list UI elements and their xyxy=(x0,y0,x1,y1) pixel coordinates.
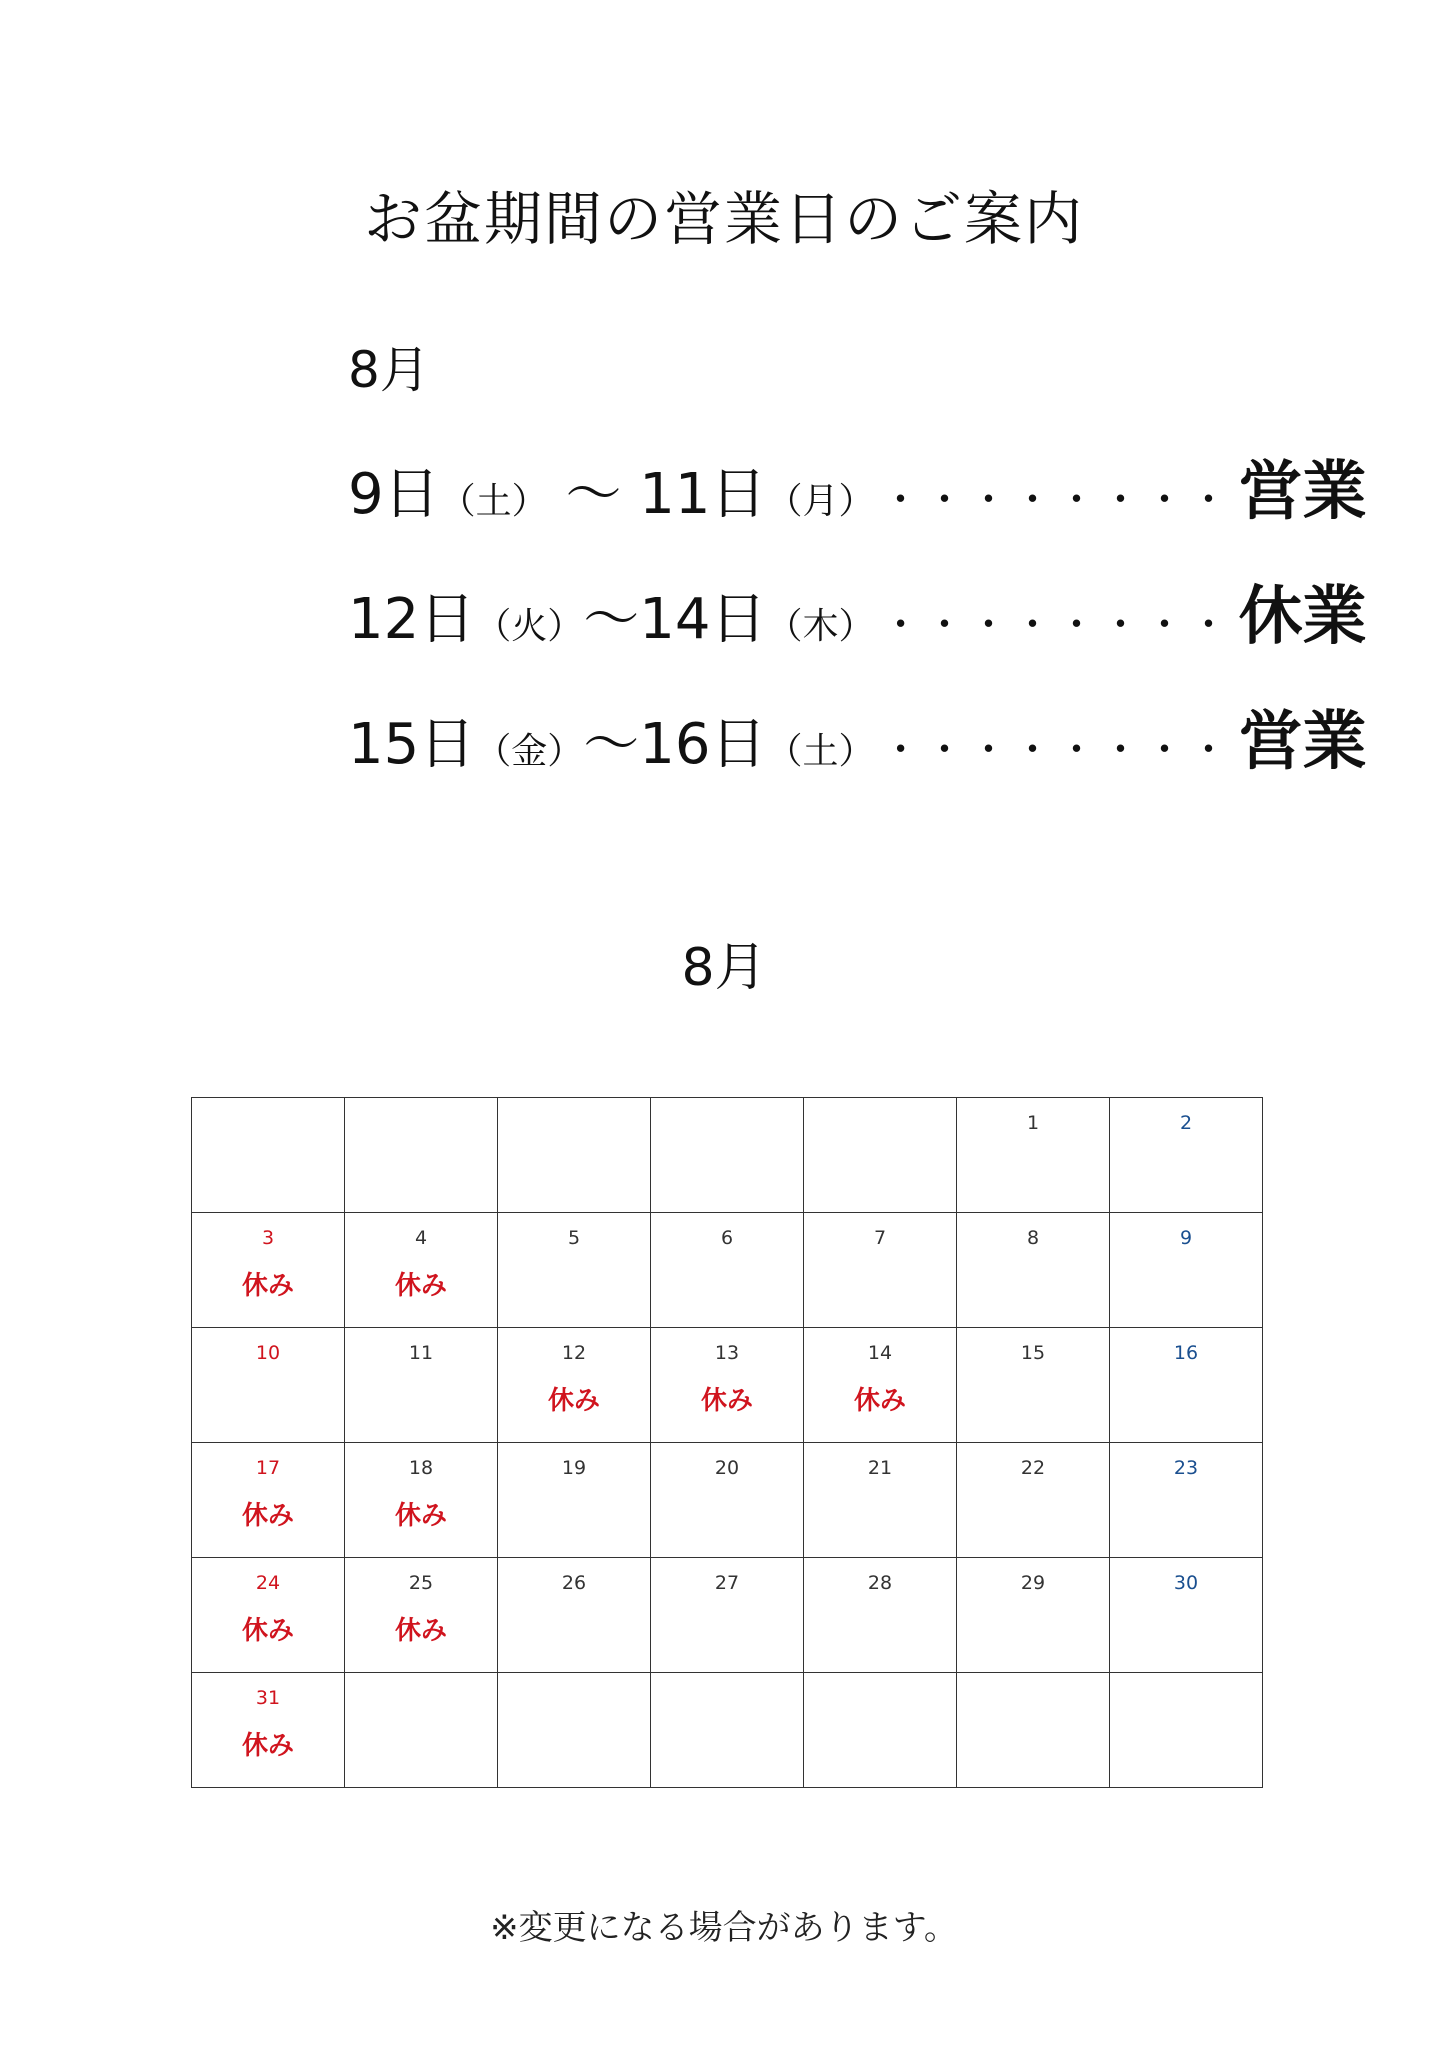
footnote: ※変更になる場合があります。 xyxy=(490,1908,958,1948)
day-number: 22 xyxy=(1020,1457,1046,1479)
calendar-day-cell xyxy=(1110,1443,1263,1558)
calendar-day-cell xyxy=(804,1213,957,1328)
day-number: 19 xyxy=(561,1457,587,1479)
schedule-range xyxy=(348,575,875,655)
calendar-grid xyxy=(191,1097,1263,1788)
calendar-body xyxy=(192,1098,1263,1788)
schedule-status: 休業 xyxy=(1238,580,1367,654)
calendar-day-cell xyxy=(1110,1673,1263,1788)
day-number: 12 xyxy=(561,1342,587,1364)
calendar-day-cell xyxy=(498,1098,651,1213)
day-number: 13 xyxy=(714,1342,740,1364)
calendar-day-cell xyxy=(957,1558,1110,1673)
calendar-day-cell xyxy=(804,1558,957,1673)
day-number: 18 xyxy=(408,1457,434,1479)
calendar-week xyxy=(192,1328,1263,1443)
calendar-day-cell xyxy=(1110,1213,1263,1328)
schedule-status: 営業 xyxy=(1238,705,1367,779)
calendar-day-cell xyxy=(345,1443,498,1558)
range-end-dow: （木） xyxy=(766,606,875,647)
day-number: 30 xyxy=(1173,1572,1199,1594)
calendar-day-cell xyxy=(651,1558,804,1673)
day-number: 3 xyxy=(261,1227,275,1249)
calendar-day-cell xyxy=(651,1098,804,1213)
day-number: 7 xyxy=(873,1227,887,1249)
range-start: 9日 xyxy=(348,462,440,527)
schedule-range xyxy=(348,700,875,780)
calendar-day-cell xyxy=(192,1213,345,1328)
day-number: 28 xyxy=(867,1572,893,1594)
day-number: 9 xyxy=(1179,1227,1193,1249)
day-number: 6 xyxy=(720,1227,734,1249)
schedule-month-label: 8月 xyxy=(348,341,430,399)
range-start: 12日 xyxy=(348,587,476,652)
day-number: 27 xyxy=(714,1572,740,1594)
calendar-week xyxy=(192,1443,1263,1558)
calendar-day-cell xyxy=(804,1098,957,1213)
calendar-day-cell xyxy=(192,1558,345,1673)
calendar-day-cell xyxy=(1110,1558,1263,1673)
range-end: ～14日 xyxy=(583,587,767,652)
page-title: お盆期間の営業日のご案内 xyxy=(363,185,1084,253)
closed-label: 休み xyxy=(700,1386,753,1416)
day-number: 17 xyxy=(255,1457,281,1479)
schedule-row-1 xyxy=(348,440,1367,529)
leader-dots: ・・・・・・・・ xyxy=(880,477,1233,523)
closed-label: 休み xyxy=(853,1386,906,1416)
day-number: 25 xyxy=(408,1572,434,1594)
calendar-day-cell xyxy=(804,1443,957,1558)
day-number: 15 xyxy=(1020,1342,1046,1364)
range-end-dow: （土） xyxy=(766,731,875,772)
calendar-day-cell xyxy=(804,1328,957,1443)
day-number: 20 xyxy=(714,1457,740,1479)
day-number: 26 xyxy=(561,1572,587,1594)
calendar-day-cell xyxy=(804,1673,957,1788)
calendar-day-cell xyxy=(957,1098,1110,1213)
calendar-day-cell xyxy=(192,1098,345,1213)
calendar-day-cell xyxy=(345,1328,498,1443)
range-end-dow: （月） xyxy=(766,481,875,522)
day-number: 10 xyxy=(255,1342,281,1364)
closed-label: 休み xyxy=(241,1731,294,1761)
closed-label: 休み xyxy=(241,1616,294,1646)
calendar-day-cell xyxy=(192,1328,345,1443)
calendar-week xyxy=(192,1213,1263,1328)
day-number: 24 xyxy=(255,1572,281,1594)
calendar-day-cell xyxy=(345,1673,498,1788)
calendar-week xyxy=(192,1098,1263,1213)
day-number: 1 xyxy=(1026,1112,1040,1134)
calendar-day-cell xyxy=(498,1213,651,1328)
schedule-status: 営業 xyxy=(1238,455,1367,529)
calendar-day-cell xyxy=(498,1328,651,1443)
day-number: 29 xyxy=(1020,1572,1046,1594)
calendar-day-cell xyxy=(345,1558,498,1673)
calendar-day-cell xyxy=(957,1328,1110,1443)
day-number: 2 xyxy=(1179,1112,1193,1134)
calendar-day-cell xyxy=(192,1673,345,1788)
schedule-row-2 xyxy=(348,565,1367,654)
closed-label: 休み xyxy=(394,1616,447,1646)
day-number: 4 xyxy=(414,1227,428,1249)
calendar-day-cell xyxy=(498,1673,651,1788)
calendar-day-cell xyxy=(498,1558,651,1673)
calendar-week xyxy=(192,1558,1263,1673)
calendar-day-cell xyxy=(651,1213,804,1328)
calendar-month-title: 8月 xyxy=(681,938,767,998)
day-number: 14 xyxy=(867,1342,893,1364)
day-number: 23 xyxy=(1173,1457,1199,1479)
range-start-dow: （金） xyxy=(475,731,584,772)
closed-label: 休み xyxy=(241,1271,294,1301)
closed-label: 休み xyxy=(394,1271,447,1301)
range-start: 15日 xyxy=(348,712,476,777)
range-end: ～ 11日 xyxy=(547,462,767,527)
day-number: 31 xyxy=(255,1687,281,1709)
calendar-day-cell xyxy=(651,1443,804,1558)
calendar-day-cell xyxy=(498,1443,651,1558)
range-start-dow: （火） xyxy=(475,606,584,647)
leader-dots: ・・・・・・・・ xyxy=(880,727,1233,773)
calendar-day-cell xyxy=(957,1673,1110,1788)
calendar-day-cell xyxy=(651,1328,804,1443)
day-number: 8 xyxy=(1026,1227,1040,1249)
closed-label: 休み xyxy=(241,1501,294,1531)
day-number: 5 xyxy=(567,1227,581,1249)
calendar-day-cell xyxy=(192,1443,345,1558)
calendar-day-cell xyxy=(957,1213,1110,1328)
day-number: 11 xyxy=(408,1342,434,1364)
calendar-day-cell xyxy=(957,1443,1110,1558)
closed-label: 休み xyxy=(394,1501,447,1531)
range-start-dow: （土） xyxy=(439,481,548,522)
calendar-day-cell xyxy=(345,1213,498,1328)
calendar-week xyxy=(192,1673,1263,1788)
calendar-day-cell xyxy=(345,1098,498,1213)
day-number: 16 xyxy=(1173,1342,1199,1364)
closed-label: 休み xyxy=(547,1386,600,1416)
leader-dots: ・・・・・・・・ xyxy=(880,602,1233,648)
schedule-row-3 xyxy=(348,690,1367,779)
calendar-day-cell xyxy=(1110,1328,1263,1443)
calendar-day-cell xyxy=(651,1673,804,1788)
range-end: ～16日 xyxy=(583,712,767,777)
schedule-range xyxy=(348,450,875,530)
calendar-day-cell xyxy=(1110,1098,1263,1213)
day-number: 21 xyxy=(867,1457,893,1479)
